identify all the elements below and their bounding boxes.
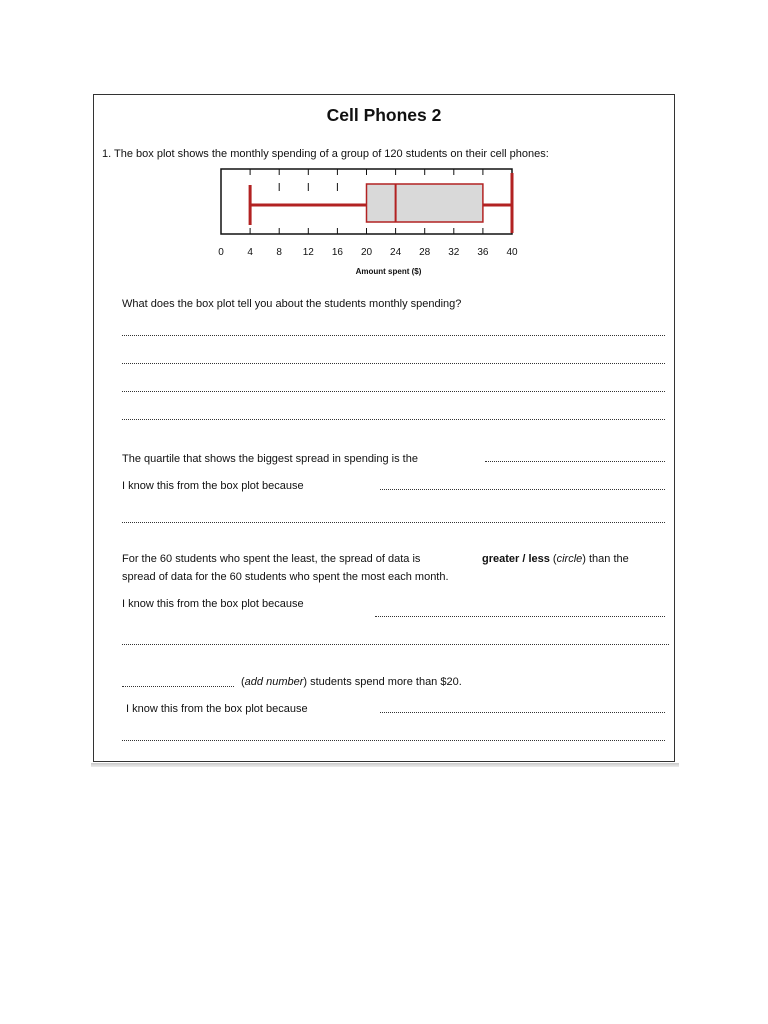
tick-label: 8 — [276, 247, 282, 258]
question-spread-choice: greater / less (circle) than the — [482, 553, 629, 565]
answer-line[interactable] — [380, 712, 665, 713]
tick-label: 20 — [360, 247, 373, 258]
tick-label: 12 — [302, 247, 314, 258]
greater-less-choice[interactable]: greater / less — [482, 553, 550, 565]
answer-line[interactable] — [122, 644, 669, 645]
question-what-tells: What does the box plot tell you about the students monthly spending? — [122, 298, 462, 310]
answer-line[interactable] — [122, 522, 665, 523]
page-title: Cell Phones 2 — [326, 105, 442, 125]
know-because-label: I know this from the box plot because — [122, 480, 304, 492]
answer-line[interactable] — [122, 419, 665, 420]
tick-label: 36 — [477, 247, 489, 258]
tick-label: 24 — [390, 247, 402, 258]
tick-label: 28 — [419, 247, 431, 258]
tick-label: 40 — [506, 247, 518, 258]
iqr-box — [367, 184, 483, 222]
answer-line[interactable] — [380, 489, 665, 490]
number-answer-line[interactable] — [122, 686, 234, 687]
page-shadow — [91, 763, 679, 767]
worksheet — [93, 94, 675, 762]
tick-label: 4 — [247, 247, 253, 258]
know-because-label: I know this from the box plot because — [122, 598, 304, 610]
tick-label: 0 — [218, 247, 224, 258]
tick-label: 16 — [331, 247, 343, 258]
question-count: (add number) students spend more than $20. — [241, 676, 462, 688]
question-1-intro: 1. The box plot shows the monthly spending of a group of 120 students on their cell phones: — [102, 148, 549, 160]
answer-line[interactable] — [122, 740, 665, 741]
question-spread-line-2: spread of data for the 60 students who spent the most each month. — [122, 571, 449, 583]
question-quartile: The quartile that shows the biggest spread in spending is the — [122, 453, 418, 465]
answer-line[interactable] — [122, 391, 665, 392]
x-axis-title: Amount spent ($) — [355, 267, 422, 276]
question-spread-line-1: For the 60 students who spent the least, the spread of data is — [122, 553, 421, 565]
answer-line[interactable] — [122, 335, 665, 336]
answer-line[interactable] — [375, 616, 665, 617]
answer-line[interactable] — [122, 363, 665, 364]
answer-line[interactable] — [485, 461, 665, 462]
tick-label: 32 — [448, 247, 460, 258]
know-because-label: I know this from the box plot because — [126, 703, 308, 715]
box-plot — [94, 95, 676, 285]
